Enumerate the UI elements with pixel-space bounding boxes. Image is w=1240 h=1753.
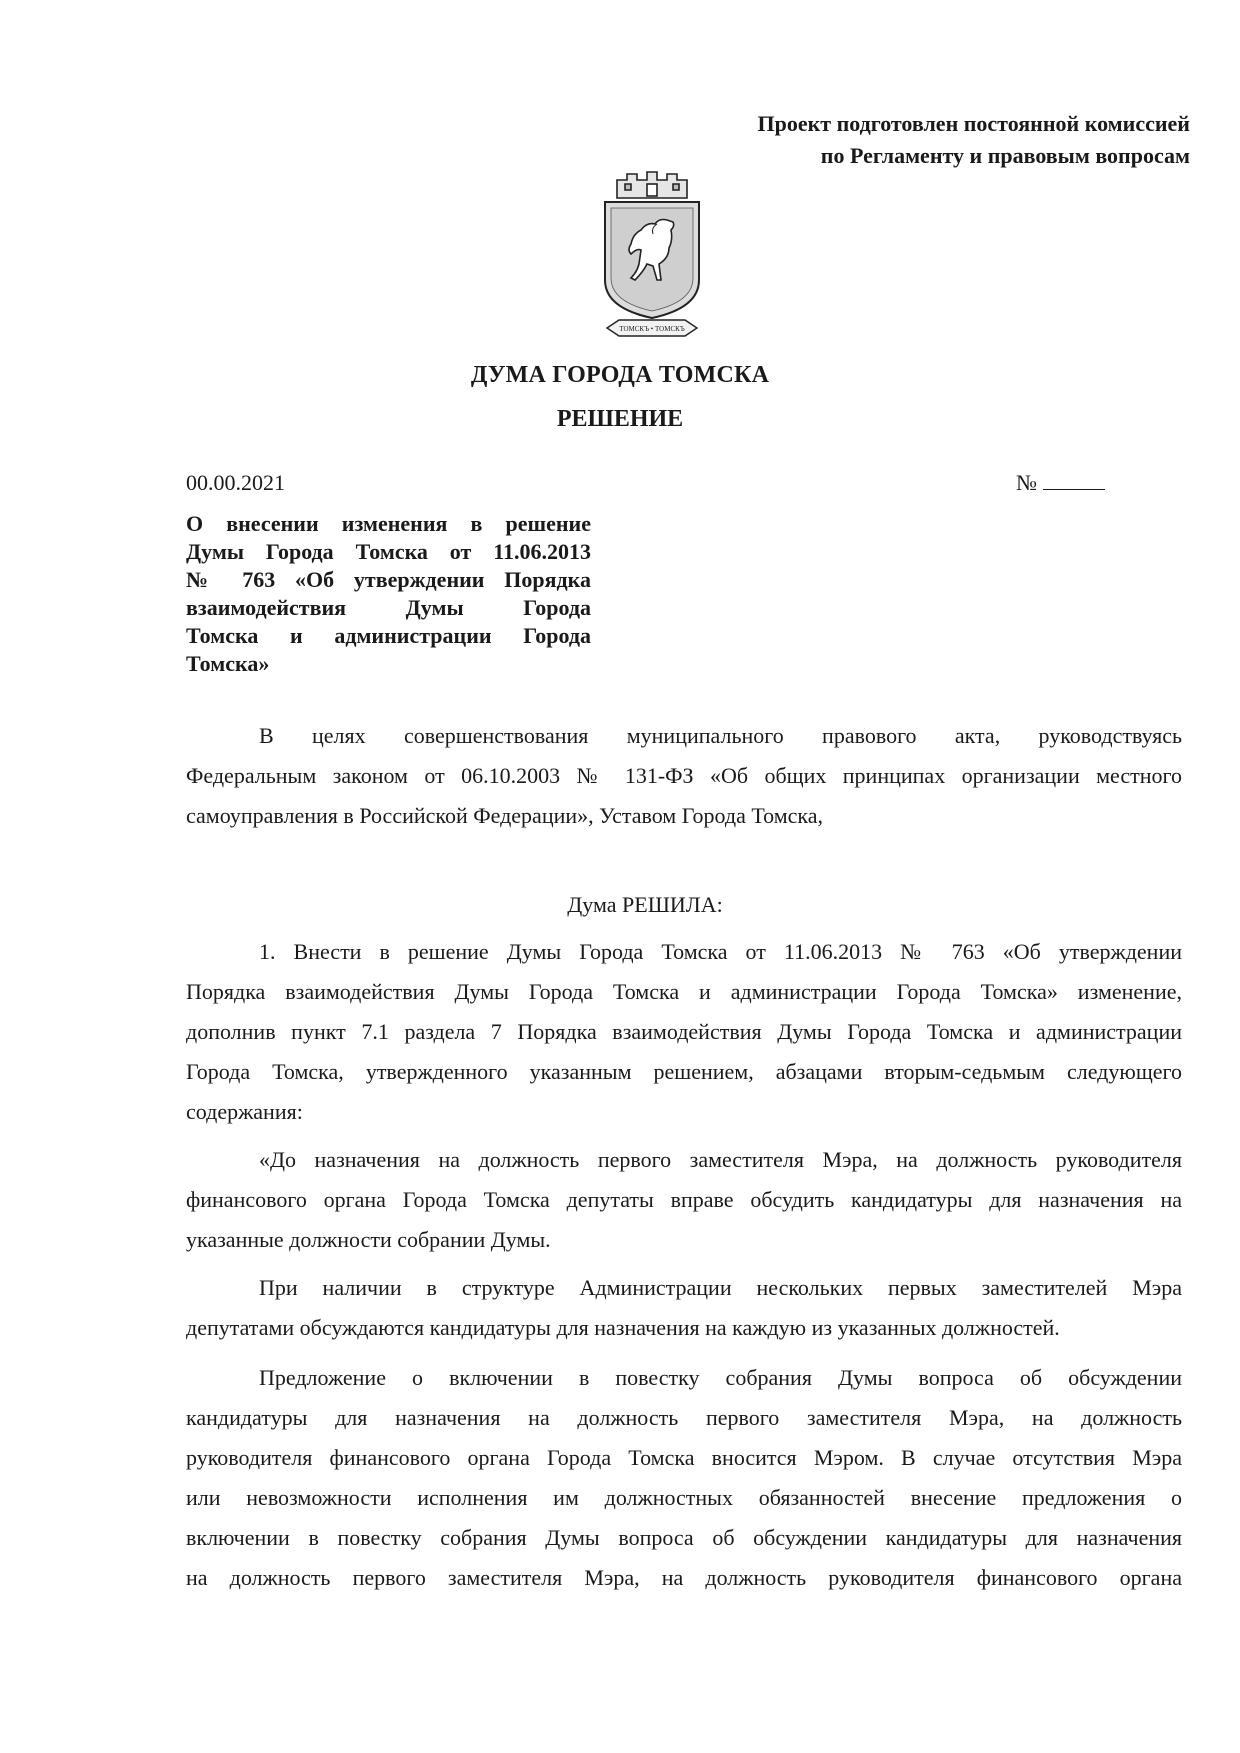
quote-line: «До назначения на должность первого заместителя Мэра, на должность руководителя: [259, 1147, 1182, 1172]
paragraph-line: Предложение о включении в повестку собрания Думы вопроса об обсуждении: [259, 1365, 1182, 1390]
emblem-ribbon-text: ТОМСКЪ • ТОМСКЪ: [619, 325, 685, 333]
document-number: [1016, 470, 1105, 496]
paragraph-line: кандидатуры для назначения на должность первого заместителя Мэра, на должность: [186, 1405, 1182, 1430]
subject-line: Томска»: [186, 651, 270, 676]
prepared-line-1: Проект подготовлен постоянной комиссией: [757, 111, 1190, 136]
item-1-line: 1. Внести в решение Думы Города Томска от 11.06.2013 № 763 «Об утверждении: [259, 939, 1182, 964]
item-1-line: содержания:: [186, 1099, 303, 1124]
quoted-paragraph-2: [186, 1268, 1182, 1348]
paragraph-line: включении в повестку собрания Думы вопроса об обсуждении кандидатуры для назначения: [186, 1525, 1182, 1550]
paragraph-line: депутатами обсуждаются кандидатуры для назначения на каждую из указанных должностей.: [186, 1315, 1060, 1340]
preamble: [186, 716, 1182, 836]
subject-line: Томска и администрации Города: [186, 623, 591, 648]
preamble-line: самоуправления в Российской Федерации», Уставом Города Томска,: [186, 803, 824, 828]
document-subject: [186, 510, 591, 678]
paragraph-line: При наличии в структуре Администрации нескольких первых заместителей Мэра: [259, 1275, 1182, 1300]
number-label: №: [1016, 470, 1037, 495]
subject-line: № 763 «Об утверждении Порядка: [186, 567, 591, 592]
tomsk-coat-of-arms-icon: [597, 168, 707, 346]
subject-line: О внесении изменения в решение: [186, 511, 591, 536]
quote-line: финансового органа Города Томска депутаты вправе обсудить кандидатуры для назначения на: [186, 1187, 1182, 1212]
paragraph-line: руководителя финансового органа Города Томска вносится Мэром. В случае отсутствия Мэра: [186, 1445, 1182, 1470]
number-blank-line: [1043, 471, 1105, 490]
quoted-paragraph-3: [186, 1358, 1182, 1598]
item-1-line: Города Томска, утвержденного указанным решением, абзацами вторым-седьмым следующего: [186, 1059, 1182, 1084]
quote-line: указанные должности собрании Думы.: [186, 1227, 551, 1252]
prepared-by-note: [630, 108, 1190, 172]
organization-name: ДУМА ГОРОДА ТОМСКА: [470, 362, 770, 388]
document-date: 00.00.2021: [186, 470, 285, 495]
paragraph-line: на должность первого заместителя Мэра, на должность руководителя финансового органа: [186, 1565, 1182, 1590]
item-1: [186, 932, 1182, 1132]
subject-line: Думы Города Томска от 11.06.2013: [186, 539, 591, 564]
preamble-line: В целях совершенствования муниципального правового акта, руководствуясь: [259, 723, 1182, 748]
quoted-paragraph-1: [186, 1140, 1182, 1260]
decided-heading: Дума РЕШИЛА:: [567, 892, 723, 917]
document-type: РЕШЕНИЕ: [556, 406, 684, 432]
paragraph-line: или невозможности исполнения им должностных обязанностей внесение предложения о: [186, 1485, 1182, 1510]
item-1-line: Порядка взаимодействия Думы Города Томска и администрации Города Томска» изменение,: [186, 979, 1182, 1004]
preamble-line: Федеральным законом от 06.10.2003 № 131-ФЗ «Об общих принципах организации местного: [186, 763, 1182, 788]
item-1-line: дополнив пункт 7.1 раздела 7 Порядка взаимодействия Думы Города Томска и администрации: [186, 1019, 1182, 1044]
prepared-line-2: по Регламенту и правовым вопросам: [820, 143, 1190, 168]
subject-line: взаимодействия Думы Города: [186, 595, 591, 620]
